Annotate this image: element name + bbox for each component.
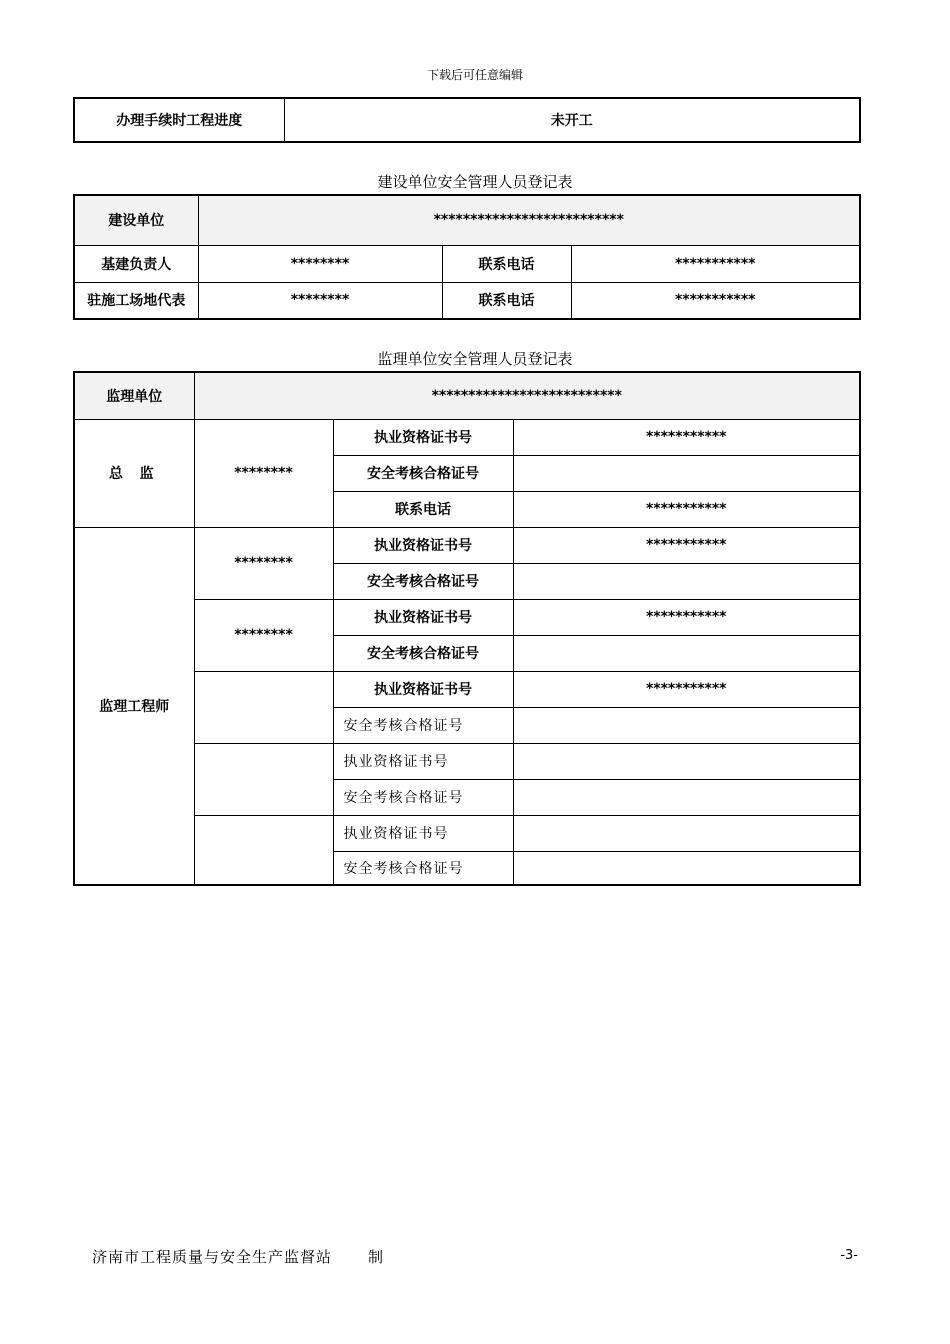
- engineer-safety-value: [513, 779, 860, 815]
- header-note: 下载后可任意编辑: [426, 68, 523, 82]
- engineer-cert-value: [513, 743, 860, 779]
- page-number: -3-: [840, 1248, 858, 1263]
- chief-safety-value: [513, 455, 860, 491]
- supervisor-unit-label: 监理单位: [74, 372, 194, 419]
- engineer-name: ********: [194, 599, 333, 671]
- chief-name: ********: [194, 419, 333, 527]
- progress-table: [73, 97, 861, 143]
- chief-cert-label: 执业资格证书号: [333, 419, 513, 455]
- footer-issuer-text: 济南市工程质量与安全生产监督站: [92, 1248, 333, 1266]
- builder-unit-label: 建设单位: [74, 195, 198, 245]
- chief-cert-value: ***********: [513, 419, 860, 455]
- progress-value: 未开工: [284, 98, 860, 142]
- builder-table: [73, 194, 861, 320]
- engineer-safety-label: 安全考核合格证号: [333, 563, 513, 599]
- chief-phone-label: 联系电话: [333, 491, 513, 527]
- table-row: [74, 527, 860, 563]
- engineer-label: 监理工程师: [74, 527, 194, 885]
- engineer-cert-value: ***********: [513, 527, 860, 563]
- engineer-safety-label: 安全考核合格证号: [333, 707, 513, 743]
- engineer-name: [194, 815, 333, 885]
- engineer-safety-value: [513, 635, 860, 671]
- builder-row-phone: ***********: [571, 282, 860, 319]
- builder-row-name: ********: [198, 245, 442, 282]
- builder-row-name: ********: [198, 282, 442, 319]
- engineer-safety-label: 安全考核合格证号: [333, 635, 513, 671]
- table-row: [74, 419, 860, 455]
- engineer-name: [194, 671, 333, 743]
- builder-table-caption: 建设单位安全管理人员登记表: [377, 173, 573, 191]
- engineer-cert-label: 执业资格证书号: [333, 671, 513, 707]
- supervisor-table: [73, 371, 861, 886]
- footer-issuer: [92, 1246, 384, 1267]
- chief-safety-label: 安全考核合格证号: [333, 455, 513, 491]
- engineer-name: ********: [194, 527, 333, 599]
- engineer-safety-value: [513, 707, 860, 743]
- builder-row-label: 驻施工场地代表: [74, 282, 198, 319]
- builder-row-phone: ***********: [571, 245, 860, 282]
- supervisor-unit-value: **************************: [194, 372, 860, 419]
- builder-row-label: 基建负责人: [74, 245, 198, 282]
- engineer-cert-label: 执业资格证书号: [333, 527, 513, 563]
- engineer-safety-value: [513, 563, 860, 599]
- chief-label: 总 监: [74, 419, 194, 527]
- builder-unit-row: [74, 195, 860, 245]
- engineer-cert-label: 执业资格证书号: [333, 743, 513, 779]
- footer-made: 制: [368, 1248, 385, 1266]
- table-row: [74, 245, 860, 282]
- engineer-safety-label: 安全考核合格证号: [333, 779, 513, 815]
- engineer-safety-value: [513, 851, 860, 885]
- builder-row-phone-label: 联系电话: [442, 282, 571, 319]
- table-row: [74, 282, 860, 319]
- engineer-cert-label: 执业资格证书号: [333, 815, 513, 851]
- builder-unit-value: **************************: [198, 195, 860, 245]
- chief-phone-value: ***********: [513, 491, 860, 527]
- progress-label: 办理手续时工程进度: [74, 98, 284, 142]
- engineer-safety-label: 安全考核合格证号: [333, 851, 513, 885]
- engineer-cert-value: ***********: [513, 671, 860, 707]
- engineer-name: [194, 743, 333, 815]
- engineer-cert-value: ***********: [513, 599, 860, 635]
- supervisor-unit-row: [74, 372, 860, 419]
- engineer-cert-value: [513, 815, 860, 851]
- engineer-cert-label: 执业资格证书号: [333, 599, 513, 635]
- builder-row-phone-label: 联系电话: [442, 245, 571, 282]
- supervisor-table-caption: 监理单位安全管理人员登记表: [377, 350, 573, 368]
